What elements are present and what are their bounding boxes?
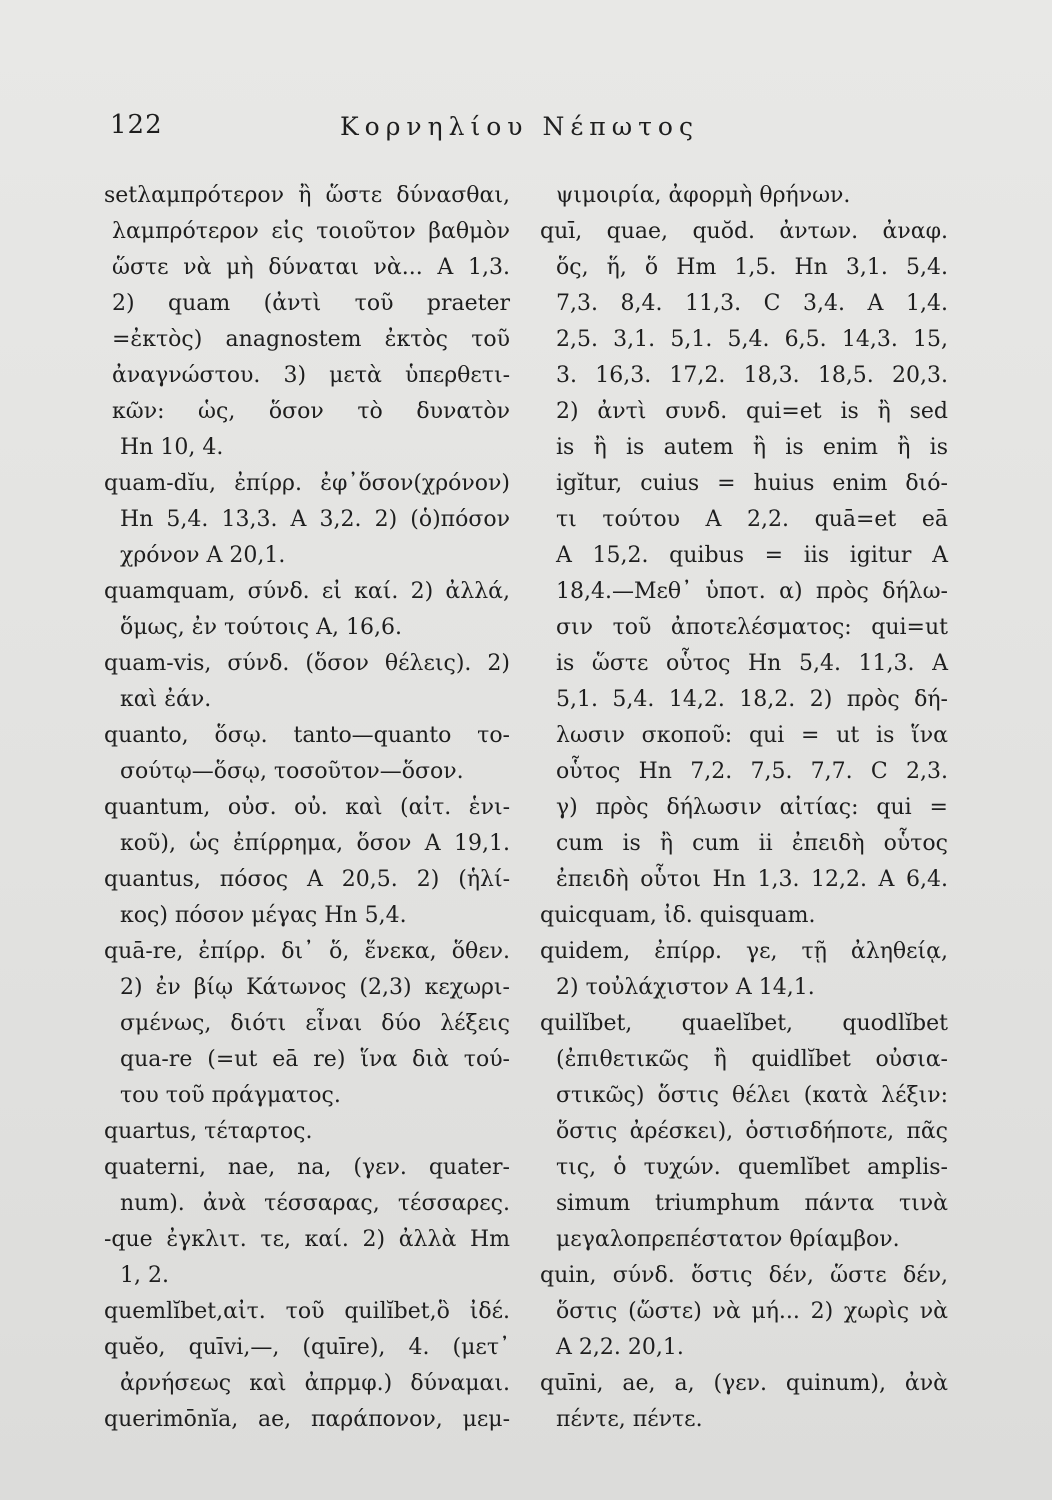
text-line: σιν τοῦ ἀποτελέσματος: qui=ut [556, 615, 948, 640]
text-line: Hn 10, 4. [120, 435, 224, 460]
text-line: quam-vis, σύνδ. (ὅσον θέλεις). 2) [104, 651, 510, 676]
text-line: is ὥστε οὗτος Hn 5,4. 11,3. A [556, 651, 948, 676]
text-line: ὥστε νὰ μὴ δύναται νὰ... A 1,3. [112, 255, 510, 280]
text-line: μεγαλοπρεπέστατον θρίαμβον. [556, 1227, 900, 1252]
text-line: -que ἐγκλιτ. τε, καί. 2) ἀλλὰ Hm [104, 1227, 510, 1252]
text-line: λαμπρότερον εἰς τοιοῦτον βαθμὸν [112, 219, 510, 244]
text-line: οὗτος Hn 7,2. 7,5. 7,7. C 2,3. [556, 759, 948, 784]
text-line: σούτῳ—ὅσῳ, τοσοῦτον—ὅσον. [120, 759, 464, 784]
running-head: Κορνηλίου Νέπωτος [340, 112, 699, 141]
text-line: quanto, ὅσῳ. tanto—quanto το- [104, 723, 510, 748]
text-line: σμένως, διότι εἶναι δύο λέξεις [120, 1011, 510, 1036]
text-line: καὶ ἐάν. [120, 687, 212, 712]
text-line: 5,1. 5,4. 14,2. 18,2. 2) πρὸς δή- [556, 687, 948, 712]
text-line: 2) ἐν βίῳ Κάτωνος (2,3) κεχωρι- [120, 975, 510, 1000]
text-line: 7,3. 8,4. 11,3. C 3,4. A 1,4. [556, 291, 948, 316]
text-line: =ἐκτὸς) anagnostem ἐκτὸς τοῦ [112, 327, 510, 352]
text-line: A 2,2. 20,1. [556, 1335, 684, 1360]
text-line: 18,4.—Μεθ᾿ ὑποτ. α) πρὸς δήλω- [556, 579, 948, 604]
page-number: 122 [110, 110, 163, 140]
text-line: Hn 5,4. 13,3. A 3,2. 2) (ὁ)πόσον [120, 507, 510, 532]
text-line: τι τούτου A 2,2. quā=et eā [556, 507, 948, 532]
text-line: quicquam, ἰδ. quisquam. [540, 903, 816, 928]
text-line: κοῦ), ὡς ἐπίρρημα, ὅσον A 19,1. [120, 831, 510, 856]
text-line: ὅστις ἀρέσκει), ὁστισδήποτε, πᾶς [556, 1119, 948, 1144]
text-line: querimōnĭa, ae, παράπονον, μεμ- [104, 1407, 510, 1432]
text-line: τις, ὁ τυχών. quemlĭbet amplis- [556, 1155, 948, 1180]
text-line: quin, σύνδ. ὅστις δέν, ὥστε δέν, [540, 1263, 948, 1288]
text-line: 2,5. 3,1. 5,1. 5,4. 6,5. 14,3. 15, [556, 327, 948, 352]
text-line: ἐπειδὴ οὗτοι Hn 1,3. 12,2. A 6,4. [556, 867, 948, 892]
text-line: quamquam, σύνδ. εἰ καί. 2) ἀλλά, [104, 579, 510, 604]
text-line: πέντε, πέντε. [556, 1407, 703, 1432]
text-line: setλαμπρότερον ἢ ὥστε δύνασθαι, [104, 183, 510, 208]
text-line: (ἐπιθετικῶς ἢ quidlĭbet οὐσια- [556, 1047, 948, 1072]
text-line: num). ἀνὰ τέσσαρας, τέσσαρες. [120, 1191, 510, 1216]
text-line: quantum, οὐσ. οὐ. καὶ (αἰτ. ἑνι- [104, 795, 510, 820]
text-line: 3. 16,3. 17,2. 18,3. 18,5. 20,3. [556, 363, 948, 388]
text-line: χρόνον A 20,1. [120, 543, 286, 568]
right-column [540, 178, 948, 1438]
text-line: κῶν: ὡς, ὅσον τὸ δυνατὸν [112, 399, 510, 424]
text-line: γ) πρὸς δήλωσιν αἰτίας: qui = [556, 795, 948, 820]
text-line: quā-re, ἐπίρρ. δι᾿ ὅ, ἕνεκα, ὅθεν. [104, 939, 510, 964]
text-line: 1, 2. [120, 1263, 169, 1288]
text-line: ὅστις (ὥστε) νὰ μή... 2) χωρὶς νὰ [556, 1299, 948, 1324]
text-line: simum triumphum πάντα τινὰ [556, 1191, 948, 1216]
text-line: ἀναγνώστου. 3) μετὰ ὑπερθετι- [112, 363, 510, 388]
text-line: is ἢ is autem ἢ is enim ἢ is [556, 435, 948, 460]
text-line: igĭtur, cuius = huius enim διό- [556, 471, 948, 496]
text-line: quartus, τέταρτος. [104, 1119, 313, 1144]
text-line: 2) ἀντὶ συνδ. qui=et is ἢ sed [556, 399, 948, 424]
text-line: ὅς, ἥ, ὅ Hm 1,5. Hn 3,1. 5,4. [556, 255, 948, 280]
text-line: quī, quae, quŏd. ἀντων. ἀναφ. [540, 219, 948, 244]
text-line: quaterni, nae, na, (γεν. quater- [104, 1155, 510, 1180]
text-line: quilĭbet, quaelĭbet, quodlĭbet [540, 1011, 948, 1036]
text-line: κος) πόσον μέγας Hn 5,4. [120, 903, 407, 928]
text-line: λωσιν σκοποῦ: qui = ut is ἵνα [556, 723, 948, 748]
text-line: quidem, ἐπίρρ. γε, τῇ ἀληθείᾳ, [540, 939, 948, 964]
text-line: 2) τοὐλάχιστον A 14,1. [556, 975, 815, 1000]
text-line: του τοῦ πράγματος. [120, 1083, 341, 1108]
text-line: ψιμοιρία, ἀφορμὴ θρήνων. [556, 183, 851, 208]
text-line: quĕo, quīvi,—, (quīre), 4. (μετ᾿ [104, 1335, 510, 1360]
text-line: qua-re (=ut eā re) ἵνα διὰ τού- [120, 1047, 510, 1072]
text-line: quantus, πόσος A 20,5. 2) (ἡλί- [104, 867, 510, 892]
text-line: quīni, ae, a, (γεν. quinum), ἀνὰ [540, 1371, 948, 1396]
text-line: quam-dĭu, ἐπίρρ. ἐφ᾿ὅσον(χρόνον) [104, 471, 510, 496]
text-line: cum is ἢ cum ii ἐπειδὴ οὗτος [556, 831, 948, 856]
text-line: ἀρνήσεως καὶ ἀπρμφ.) δύναμαι. [120, 1371, 510, 1396]
text-line: ὅμως, ἐν τούτοις A, 16,6. [120, 615, 402, 640]
text-line: quemlĭbet,αἰτ. τοῦ quilĭbet,ὃ ἰδέ. [104, 1299, 510, 1324]
left-column [104, 178, 510, 1438]
text-line: 2) quam (ἀντὶ τοῦ praeter [112, 291, 510, 316]
text-line: στικῶς) ὅστις θέλει (κατὰ λέξιν: [556, 1083, 948, 1108]
text-line: A 15,2. quibus = iis igitur A [556, 543, 948, 568]
